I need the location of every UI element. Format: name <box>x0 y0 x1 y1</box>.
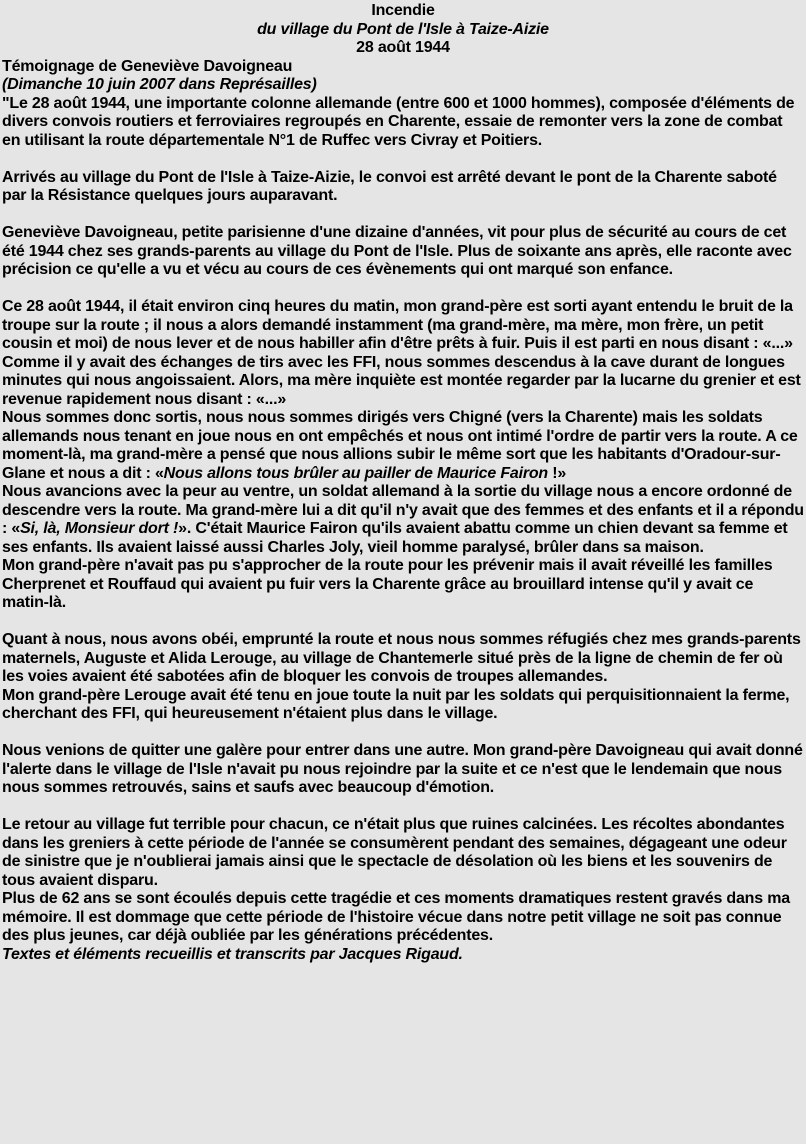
paragraph <box>2 742 804 798</box>
paragraph-text: Nous sommes donc sortis, nous nous sommes dirigés vers Chigné (vers la Charente) mais les soldats allemands nous tenant en joue nous en ont empêchés et nous ont intimé l'ordre de partir vers la route. A ce moment-là, ma grand-mère a pensé que nous allions subir le même sort que les habitants d'Oradour-sur-Glane et nous a dit : « <box>2 409 798 482</box>
paragraph <box>2 409 804 483</box>
paragraph-text: Quant à nous, nous avons obéi, emprunté la route et nous nous sommes réfugiés chez mes grands-parents maternels, Auguste et Alida Lerouge, au village de Chantemerle situé près de la ligne de chemin de fer où les voies avaient été sabotées afin de bloquer les convois de troupes allemandes. <box>2 631 801 685</box>
quoted-italic-text: Si, là, Monsieur dort ! <box>20 520 179 537</box>
paragraph <box>2 224 804 280</box>
paragraph <box>2 169 804 206</box>
paragraph-text: Comme il y avait des échanges de tirs avec les FFI, nous sommes descendus à la cave durant de longues minutes qui nous angoissaient. Alors, ma mère inquiète est montée regarder par la lucarne du grenier et est revenue rapidement nous disant : «...» <box>2 353 801 408</box>
source-line: (Dimanche 10 juin 2007 dans Représailles) <box>2 76 317 93</box>
paragraph-text: Mon grand-père n'avait pas pu s'approcher de la route pour les prévenir mais il avait réveillé les familles Cherprenet et Rouffaud qui avaient pu fuir vers la Charente grâce au brouillard intense qu'il y avait ce matin-là. <box>2 557 773 611</box>
paragraph <box>2 95 804 151</box>
testimony-body <box>2 95 804 965</box>
blank-line <box>2 798 804 817</box>
paragraph-text: !» <box>548 464 567 482</box>
paragraph-text: Nous venions de quitter une galère pour entrer dans une autre. Mon grand-père Davoigneau qui avait donné l'alerte dans le village de l'Isle n'avait pu nous rejoindre par la suite et ce n'est que le lendemain que nous nous sommes retrouvés, sains et saufs avec beaucoup d'émotion. <box>2 742 803 796</box>
paragraph-text: Ce 28 août 1944, il était environ cinq heures du matin, mon grand-père est sorti ayant entendu le bruit de la troupe sur la route ; il nous a alors demandé instamment (ma grand-mère, ma mère, mon frère, un petit cousin et moi) de nous lever et de nous habiller afin d'être prêts à fuir. Puis il est parti en nous disant : «...» <box>2 298 793 352</box>
paragraph-text: Nous avancions avec la peur au ventre, un soldat allemand à la sortie du village nous a encore ordonné de descendre vers la route. Ma grand-mère lui a dit qu'il n'y avait que des femmes et des enfants et il a répondu : « <box>2 483 804 537</box>
blank-line <box>2 150 804 169</box>
document-subtitle: du village du Pont de l'Isle à Taize-Aizie <box>257 20 549 38</box>
blank-line <box>2 724 804 743</box>
paragraph-text: Arrivés au village du Pont de l'Isle à Taize-Aizie, le convoi est arrêté devant le pont de la Charente saboté par la Résistance quelques jours auparavant. <box>2 168 777 204</box>
paragraph <box>2 483 804 557</box>
paragraph <box>2 354 804 410</box>
paragraph <box>2 687 804 724</box>
witness-line: Témoignage de Geneviève Davoigneau <box>2 57 293 75</box>
paragraph-text: Geneviève Davoigneau, petite parisienne d'une dizaine d'années, vit pour plus de sécurité au cours de cet été 1944 chez ses grands-parents au village du Pont de l'Isle. Plus de soixante ans après, elle raconte avec précision ce qu'elle a vu et vécu au cours de ces évènements qui ont marqué son enfance. <box>2 224 792 278</box>
blank-line <box>2 280 804 299</box>
paragraph-text: ». C'était Maurice Fairon qu'ils avaient abattu comme un chien devant sa femme et ses enfants. Ils avaient laissé aussi Charles Joly, vieil homme paralysé, brûler dans sa maison. <box>2 520 788 556</box>
paragraph-text: Le retour au village fut terrible pour chacun, ce n'était plus que ruines calcinées. Les récoltes abondantes dans les greniers à cette période de l'année se consumèrent pendant des semaines, dégageant une odeur de sinistre que je n'oublierai jamais ainsi que le spectacle de désolation où les biens et les souvenirs de tous avaient disparu. <box>2 816 787 889</box>
document-title: Incendie <box>371 2 435 19</box>
paragraph-text: Mon grand-père Lerouge avait été tenu en joue toute la nuit par les soldats qui perquisitionnaient la ferme, cherchant des FFI, qui heureusement n'étaient plus dans le village. <box>2 686 790 722</box>
document-date: 28 août 1944 <box>356 39 450 56</box>
paragraph <box>2 631 804 687</box>
paragraph <box>2 890 804 946</box>
paragraph <box>2 816 804 890</box>
paragraph <box>2 557 804 613</box>
blank-line <box>2 206 804 225</box>
quoted-italic-text: Textes et éléments recueillis et transcrits par Jacques Rigaud. <box>2 945 463 963</box>
paragraph-text: "Le 28 août 1944, une importante colonne allemande (entre 600 et 1000 hommes), composée d'éléments de divers convois routiers et ferroviaires regroupés en Charente, essaie de remonter vers la zone de combat en utilisant la route départementale N°1 de Ruffec vers Civray et Poitiers. <box>2 94 795 149</box>
paragraph <box>2 946 804 965</box>
blank-line <box>2 613 804 632</box>
paragraph <box>2 298 804 354</box>
quoted-italic-text: Nous allons tous brûler au pailler de Maurice Fairon <box>163 464 549 482</box>
paragraph-text: Plus de 62 ans se sont écoulés depuis cette tragédie et ces moments dramatiques restent gravés dans ma mémoire. Il est dommage que cette période de l'histoire vécue dans notre petit village ne soit pas connue des plus jeunes, car déjà oubliée par les générations précédentes. <box>2 890 790 944</box>
